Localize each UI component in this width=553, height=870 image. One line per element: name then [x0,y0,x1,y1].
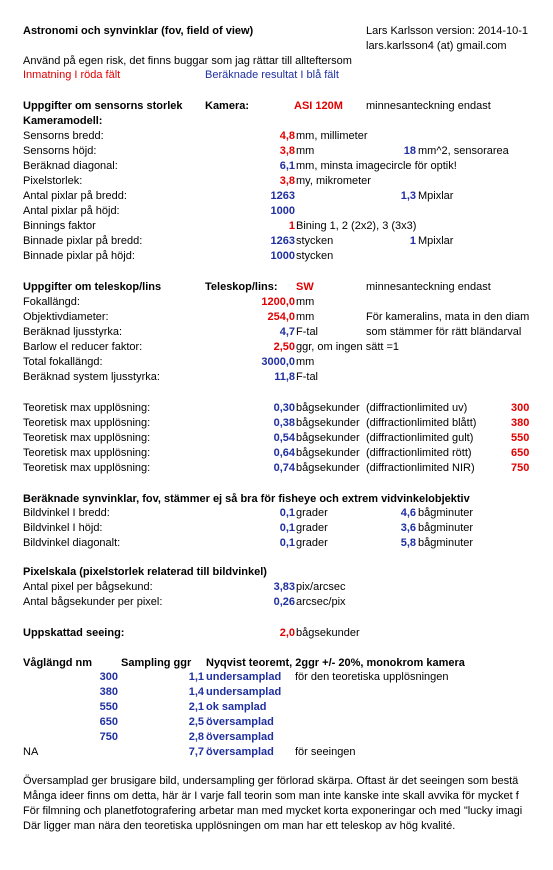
fov-heading: Beräknade synvinklar, fov, stämmer ej så bra för fisheye och extrem vidvinkelobjektiv [23,493,470,505]
telescope-label: Teleskop/lins: [205,281,278,293]
sampling-row-value: 2,8 [188,731,204,743]
resolution-row-wavelength[interactable]: 750 [511,462,530,474]
sensor-row-label: Sensorns bredd: [23,130,104,142]
fov-row-arcmin-value: 5,8 [400,537,416,549]
sensor-row-value: 1263 [270,235,295,247]
sampling-row-verdict: undersamplad [206,686,282,698]
sensor-row-value: 1263 [270,190,295,202]
sampling-row-value: 2,5 [188,716,204,728]
sensor-row-value: 6,1 [279,160,295,172]
scale-row-value: 0,26 [273,596,295,608]
fov-row-unit: grader [296,537,328,549]
fov-row-value: 0,1 [279,522,295,534]
fov-row-value: 0,1 [279,537,295,549]
sampling-row-wavelength: 750 [99,731,118,743]
fov-row-arcmin-unit: bågminuter [418,522,474,534]
sensor-row-extra-value: 1,3 [400,190,416,202]
resolution-row-label: Teoretisk max upplösning: [23,432,151,444]
scale-heading: Pixelskala (pixelstorlek relaterad till bildvinkel) [23,566,267,578]
scale-row-label: Antal pixel per bågsekund: [23,581,153,593]
telescope-row-unit: mm [296,296,315,308]
resolution-row-value: 0,30 [273,402,295,414]
sensor-row-label: Binnings faktor [23,220,96,232]
footer-line: För filmning och planetfotografering arbetar man med mycket korta exponeringar och med "lucky imagi [23,805,523,817]
resolution-row-note: (diffractionlimited uv) [366,402,468,414]
footer-line: Översamplad ger brusigare bild, undersampling ger förlorad skärpa. Oftast är det seeingen som bestä [23,775,519,787]
resolution-row-wavelength[interactable]: 300 [511,402,530,414]
sampling-row-wavelength: 300 [99,671,118,683]
sensor-row-value[interactable]: 3,8 [279,175,295,187]
sensor-row-unit: mm, minsta imagecircle för optik! [296,160,457,172]
telescope-row-unit: mm [296,311,315,323]
telescope-row-note: som stämmer för rätt bländarval [366,326,522,338]
sampling-row-verdict: undersamplad [206,671,282,683]
sensor-row-label: Beräknad diagonal: [23,160,118,172]
sensor-row-value[interactable]: 4,8 [279,130,295,142]
resolution-row-label: Teoretisk max upplösning: [23,462,151,474]
fov-row-unit: grader [296,507,328,519]
resolution-row-note: (diffractionlimited gult) [366,432,474,444]
scale-row-value: 3,83 [273,581,295,593]
sampling-row-note: för den teoretiska upplösningen [295,671,449,683]
na-label: NA [23,746,39,758]
sensor-row-extra-unit: Mpixlar [418,235,454,247]
sampling-row-value: 1,1 [188,671,204,683]
telescope-row-label: Beräknad ljusstyrka: [23,326,123,338]
resolution-row-wavelength[interactable]: 550 [511,432,530,444]
na-value: 7,7 [188,746,204,758]
sensor-row-extra-unit: Mpixlar [418,190,454,202]
resolution-row-value: 0,74 [273,462,295,474]
sensor-row-value[interactable]: 1 [288,220,295,232]
sensor-heading: Uppgifter om sensorns storlek [23,100,183,112]
legend-input: Inmatning I röda fält [23,69,121,81]
sensor-row-value: 1000 [270,250,295,262]
sensor-row-label: Binnade pixlar på bredd: [23,235,143,247]
telescope-row-value[interactable]: 254,0 [267,311,295,323]
telescope-row-value: 11,8 [274,371,295,383]
sensor-row-value[interactable]: 3,8 [279,145,295,157]
sampling-col-sampling: Sampling ggr [121,657,192,669]
sensor-row-extra-value: 18 [403,145,416,157]
telescope-row-value: 3000,0 [261,356,295,368]
telescope-row-unit: mm [296,356,315,368]
telescope-row-label: Total fokallängd: [23,356,103,368]
fov-row-label: Bildvinkel I höjd: [23,522,103,534]
sensor-row-unit: stycken [296,250,334,262]
sensor-row-label: Antal pixlar på höjd: [23,205,120,217]
scale-row-unit: arcsec/pix [296,596,346,608]
telescope-value[interactable]: SW [296,281,314,293]
telescope-row-unit: ggr, om ingen sätt =1 [296,341,400,353]
telescope-row-label: Barlow el reducer faktor: [23,341,143,353]
resolution-row-note: (diffractionlimited NIR) [366,462,475,474]
na-note: för seeingen [295,746,356,758]
resolution-row-label: Teoretisk max upplösning: [23,417,151,429]
fov-row-value: 0,1 [279,507,295,519]
sensor-row-unit: stycken [296,235,334,247]
sensor-row-unit: mm, millimeter [296,130,368,142]
sampling-col-nyquist: Nyqvist teoremt, 2ggr +/- 20%, monokrom kamera [206,657,465,669]
sampling-col-wavelength: Våglängd nm [23,657,93,669]
fov-row-arcmin-value: 4,6 [400,507,416,519]
camera-value[interactable]: ASI 120M [294,100,343,112]
resolution-row-label: Teoretisk max upplösning: [23,447,151,459]
resolution-row-unit: bågsekunder [296,462,360,474]
telescope-heading: Uppgifter om teleskop/lins [23,281,162,293]
fov-row-unit: grader [296,522,328,534]
resolution-row-value: 0,64 [273,447,295,459]
sampling-row-verdict: ok samplad [206,701,267,713]
resolution-row-unit: bågsekunder [296,447,360,459]
telescope-row-unit: F-tal [296,371,318,383]
legend-result: Beräknade resultat I blå fält [205,69,339,81]
seeing-label: Uppskattad seeing: [23,627,125,639]
sensor-row-unit: mm [296,145,315,157]
sensor-row-extra-value: 1 [409,235,416,247]
author-version: Lars Karlsson version: 2014-10-1 [366,25,529,37]
resolution-row-label: Teoretisk max upplösning: [23,402,151,414]
sampling-row-verdict: översamplad [206,716,274,728]
resolution-row-wavelength[interactable]: 650 [511,447,530,459]
sampling-row-value: 2,1 [188,701,204,713]
sampling-row-wavelength: 550 [99,701,118,713]
telescope-row-value[interactable]: 1200,0 [261,296,295,308]
disclaimer-text: Använd på egen risk, det finns buggar som jag rättar till allteftersom [23,55,352,67]
sampling-row-wavelength: 650 [99,716,118,728]
footer-line: Där ligger man nära den teoretiska upplösningen om man har ett teleskop av hög kvalité. [23,820,456,832]
scale-row-unit: pix/arcsec [296,581,346,593]
camera-note: minnesanteckning endast [366,100,491,112]
footer-line: Många ideer finns om detta, här är I varje fall teorin som man inte kanske inte skall avvika för mycket f [23,790,519,802]
seeing-unit: bågsekunder [296,627,360,639]
telescope-row-label: Fokallängd: [23,296,80,308]
sensor-row-label: Sensorns höjd: [23,145,97,157]
sensor-row-unit: my, mikrometer [296,175,371,187]
sensor-row-value: 1000 [270,205,295,217]
telescope-row-note: För kameralins, mata in den diam [366,311,530,323]
seeing-value[interactable]: 2,0 [279,627,295,639]
telescope-row-label: Objektivdiameter: [23,311,109,323]
fov-row-arcmin-value: 3,6 [400,522,416,534]
camera-label: Kamera: [205,100,250,112]
resolution-row-note: (diffractionlimited blått) [366,417,477,429]
telescope-row-unit: F-tal [296,326,318,338]
resolution-row-value: 0,38 [273,417,295,429]
resolution-row-value: 0,54 [273,432,295,444]
sensor-row-unit: Bining 1, 2 (2x2), 3 (3x3) [296,220,417,232]
telescope-row-value[interactable]: 2,50 [273,341,295,353]
sampling-row-verdict: översamplad [206,731,274,743]
scale-row-label: Antal bågsekunder per pixel: [23,596,163,608]
fov-row-arcmin-unit: bågminuter [418,507,474,519]
telescope-row-label: Beräknad system ljusstyrka: [23,371,160,383]
fov-row-label: Bildvinkel I bredd: [23,507,110,519]
sensor-row-label: Antal pixlar på bredd: [23,190,127,202]
sampling-row-wavelength: 380 [99,686,118,698]
sensor-row-label: Pixelstorlek: [23,175,83,187]
sampling-row-value: 1,4 [188,686,204,698]
fov-row-label: Bildvinkel diagonalt: [23,537,121,549]
resolution-row-wavelength[interactable]: 380 [511,417,530,429]
na-verdict: översamplad [206,746,274,758]
telescope-row-value: 4,7 [279,326,295,338]
sensor-row-extra-unit: mm^2, sensorarea [418,145,509,157]
fov-row-arcmin-unit: bågminuter [418,537,474,549]
resolution-row-note: (diffractionlimited rött) [366,447,472,459]
page-title: Astronomi och synvinklar (fov, field of view) [23,25,254,37]
resolution-row-unit: bågsekunder [296,432,360,444]
resolution-row-unit: bågsekunder [296,417,360,429]
author-email: lars.karlsson4 (at) gmail.com [366,40,507,52]
camera-model-label: Kameramodell: [23,115,103,127]
sensor-row-label: Binnade pixlar på höjd: [23,250,135,262]
resolution-row-unit: bågsekunder [296,402,360,414]
telescope-note: minnesanteckning endast [366,281,491,293]
